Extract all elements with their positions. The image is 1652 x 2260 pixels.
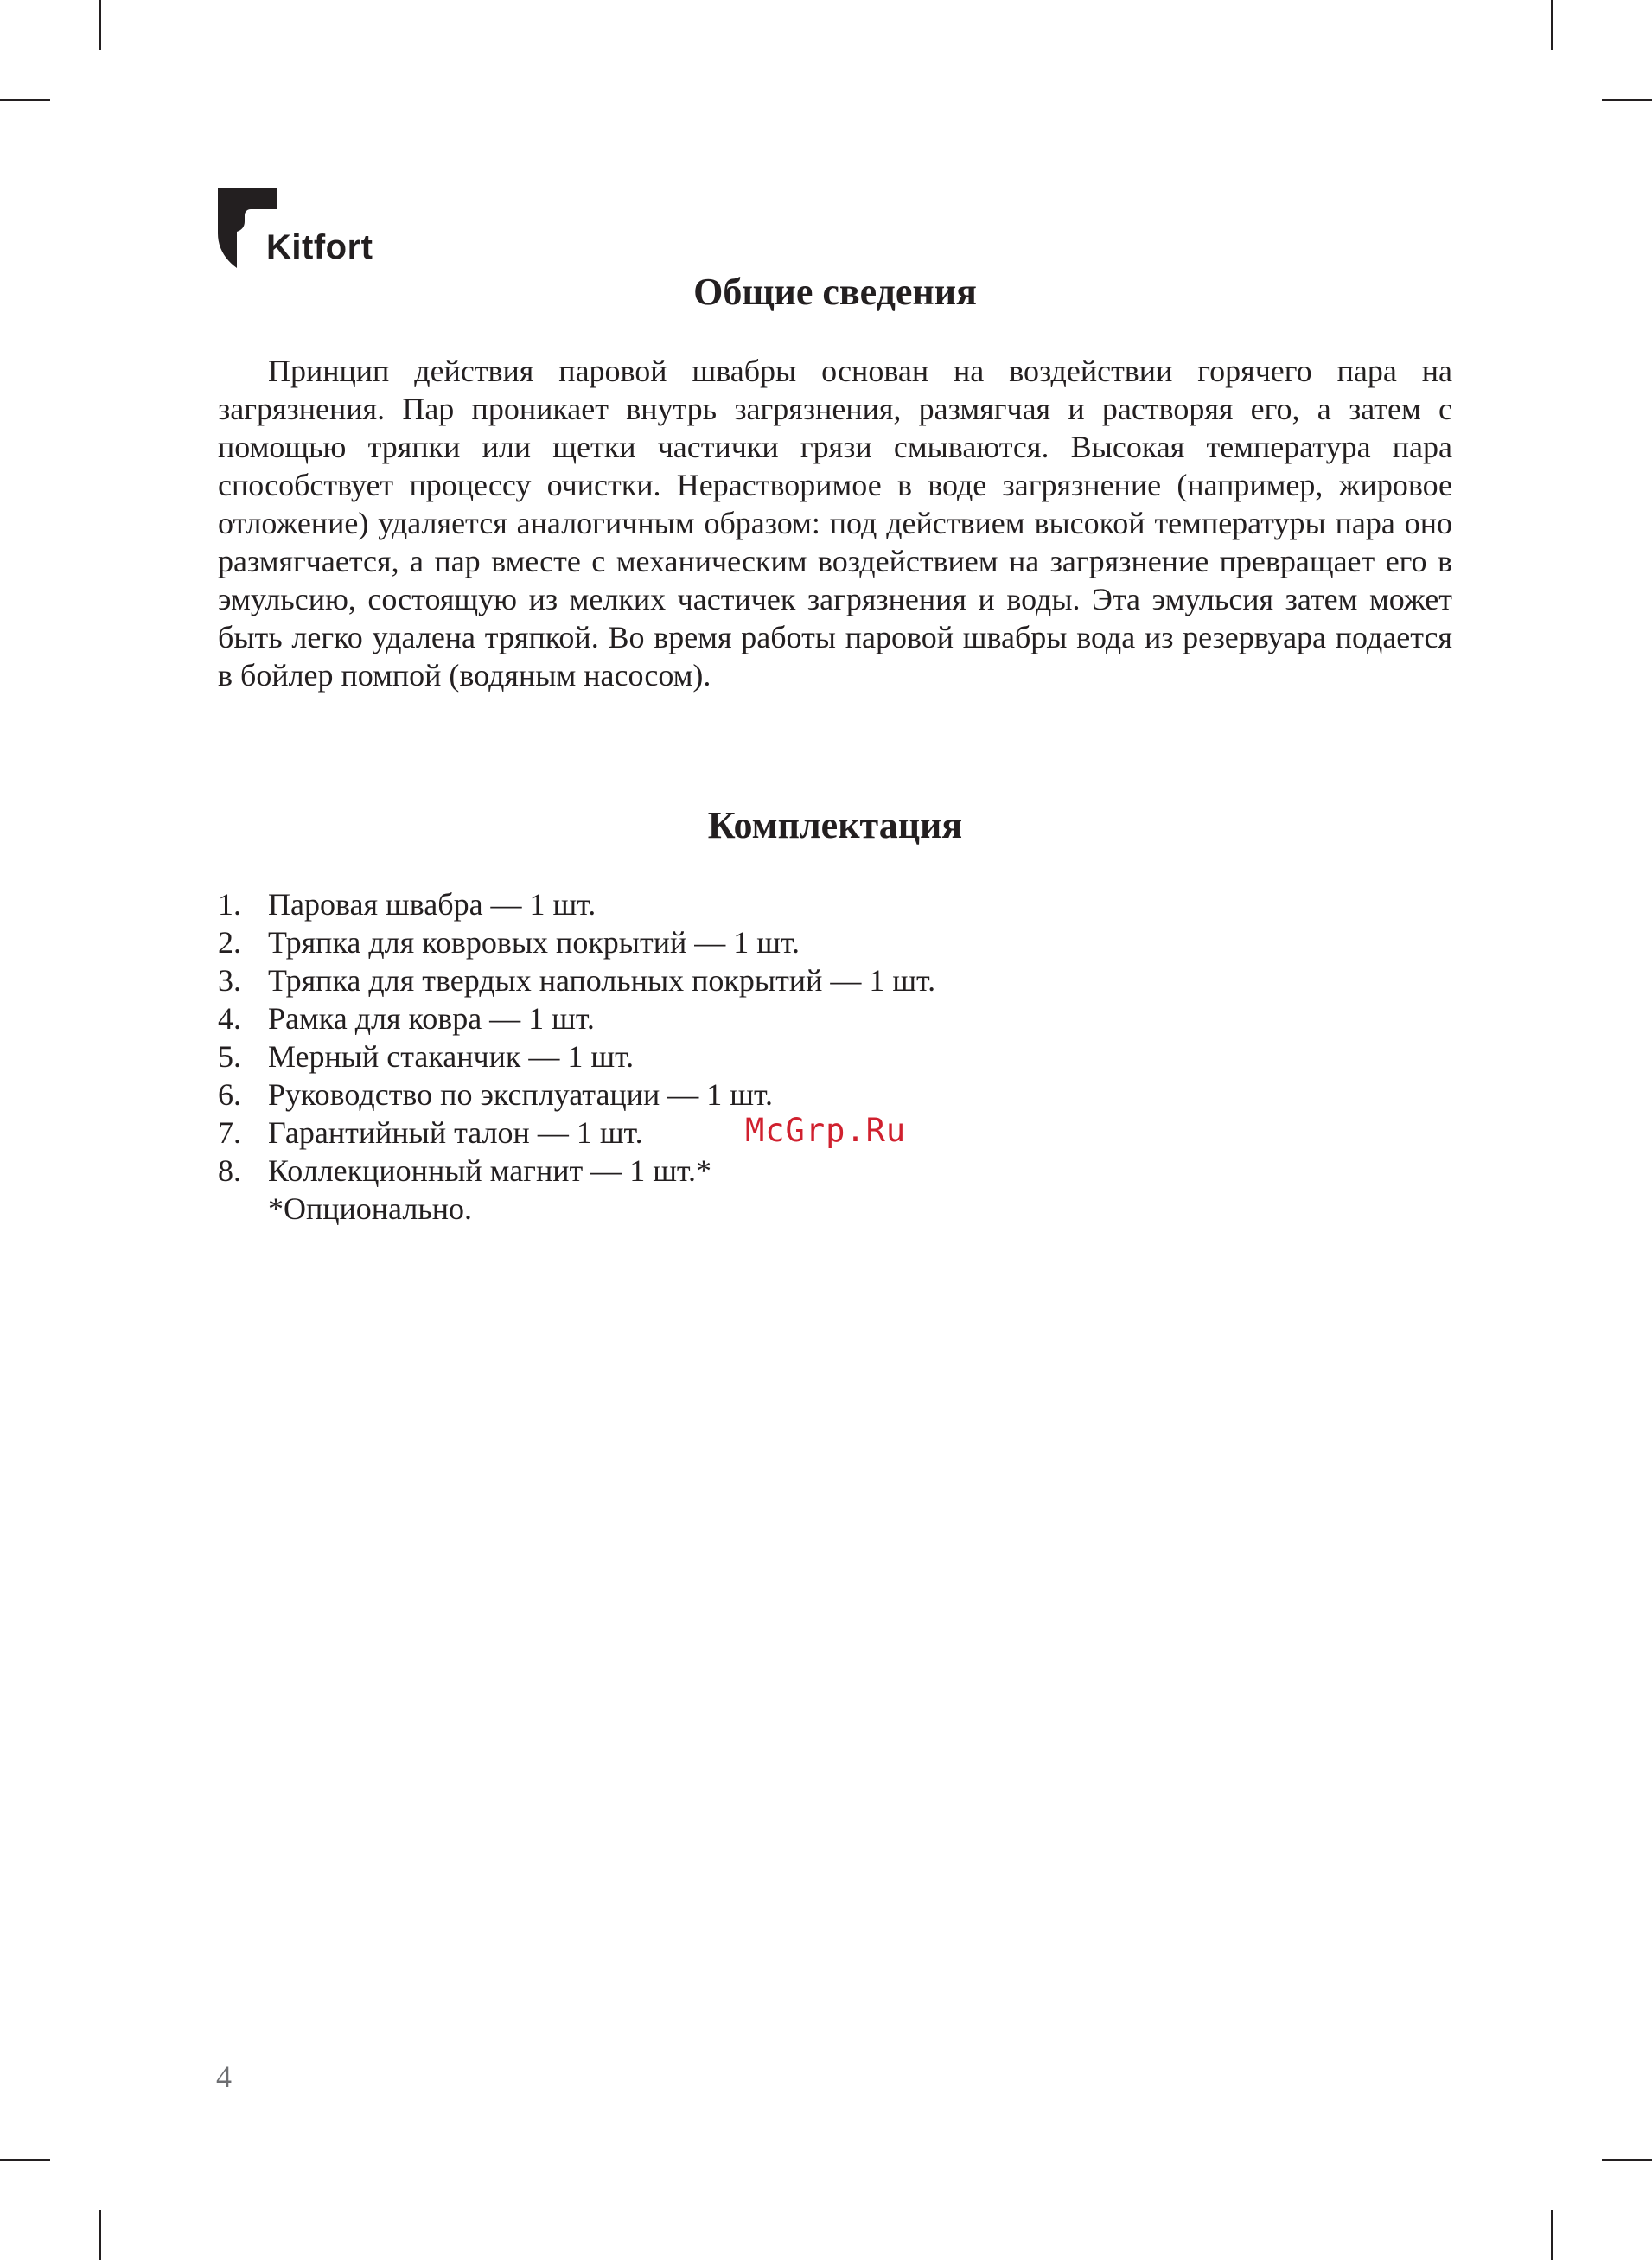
list-item-number: 3. (218, 963, 241, 998)
list-item (218, 999, 1169, 1037)
list-item-text: Рамка для ковра — 1 шт. (268, 1001, 595, 1036)
crop-mark-top-left-horizontal (0, 99, 50, 101)
crop-mark-bottom-right-horizontal (1602, 2159, 1652, 2161)
list-item (218, 1037, 1169, 1076)
crop-mark-top-left-vertical (99, 0, 101, 50)
section-title-kit: Комплектация (707, 804, 963, 846)
list-item-number: 6. (218, 1077, 241, 1112)
list-item-number: 4. (218, 1001, 241, 1036)
list-item-number: 8. (218, 1153, 241, 1188)
crop-mark-bottom-left-vertical (99, 2210, 101, 2260)
crop-mark-bottom-right-vertical (1551, 2210, 1553, 2260)
list-item-number: 1. (218, 887, 241, 922)
crop-mark-top-right-vertical (1551, 0, 1553, 50)
list-item (218, 961, 1169, 999)
list-item-text: Мерный стаканчик — 1 шт. (268, 1039, 635, 1074)
list-item (218, 885, 1169, 923)
list-item-text: Гарантийный талон — 1 шт. (268, 1115, 643, 1150)
kit-footnote: *Опционально. (268, 1191, 473, 1226)
list-item (218, 1114, 1169, 1152)
list-item (218, 1152, 1169, 1190)
list-item-text: Тряпка для ковровых покрытий — 1 шт. (268, 925, 800, 960)
list-item-number: 5. (218, 1039, 241, 1074)
list-item-text: Коллекционный магнит — 1 шт.* (268, 1153, 711, 1188)
list-item (218, 1076, 1169, 1114)
general-description: Принцип действия паровой швабры основан на воздействии горячего пара на загрязнения. Пар проникает внутрь загрязнения, размягчая и растворяя его, а затем с помощью тряпки или щетки частички грязи смываются. Высокая температура пара способствует процессу очистки. Нерастворимое в воде загрязнение (например, жировое отложение) удаляется аналогичным образом: под действием высокой температуры пара оно размягчается, а пар вместе с механическим воздействием на загрязнение превращает его в эмульсию, состоящую из мелких частичек загрязнения и воды. Эта эмульсия затем может быть легко удалена тряпкой. Во время работы паровой швабры вода из резервуара подается в бойлер помпой (водяным насосом). (218, 354, 1452, 693)
list-item-number: 7. (218, 1115, 241, 1150)
brand-name: Kitfort (266, 228, 373, 266)
brand-logo (218, 188, 391, 268)
section-title-general: Общие сведения (693, 271, 977, 313)
crop-mark-top-right-horizontal (1602, 99, 1652, 101)
list-item (218, 923, 1169, 961)
list-item-text: Паровая швабра — 1 шт. (268, 887, 596, 922)
crop-mark-bottom-left-horizontal (0, 2159, 50, 2161)
kit-list (218, 885, 1169, 1190)
list-item-text: Тряпка для твердых напольных покрытий — 1 шт. (268, 963, 936, 998)
list-item-text: Руководство по эксплуатации — 1 шт. (268, 1077, 773, 1112)
watermark-text: McGrp.Ru (745, 1112, 907, 1149)
page-number: 4 (216, 2059, 232, 2094)
list-item-number: 2. (218, 925, 241, 960)
